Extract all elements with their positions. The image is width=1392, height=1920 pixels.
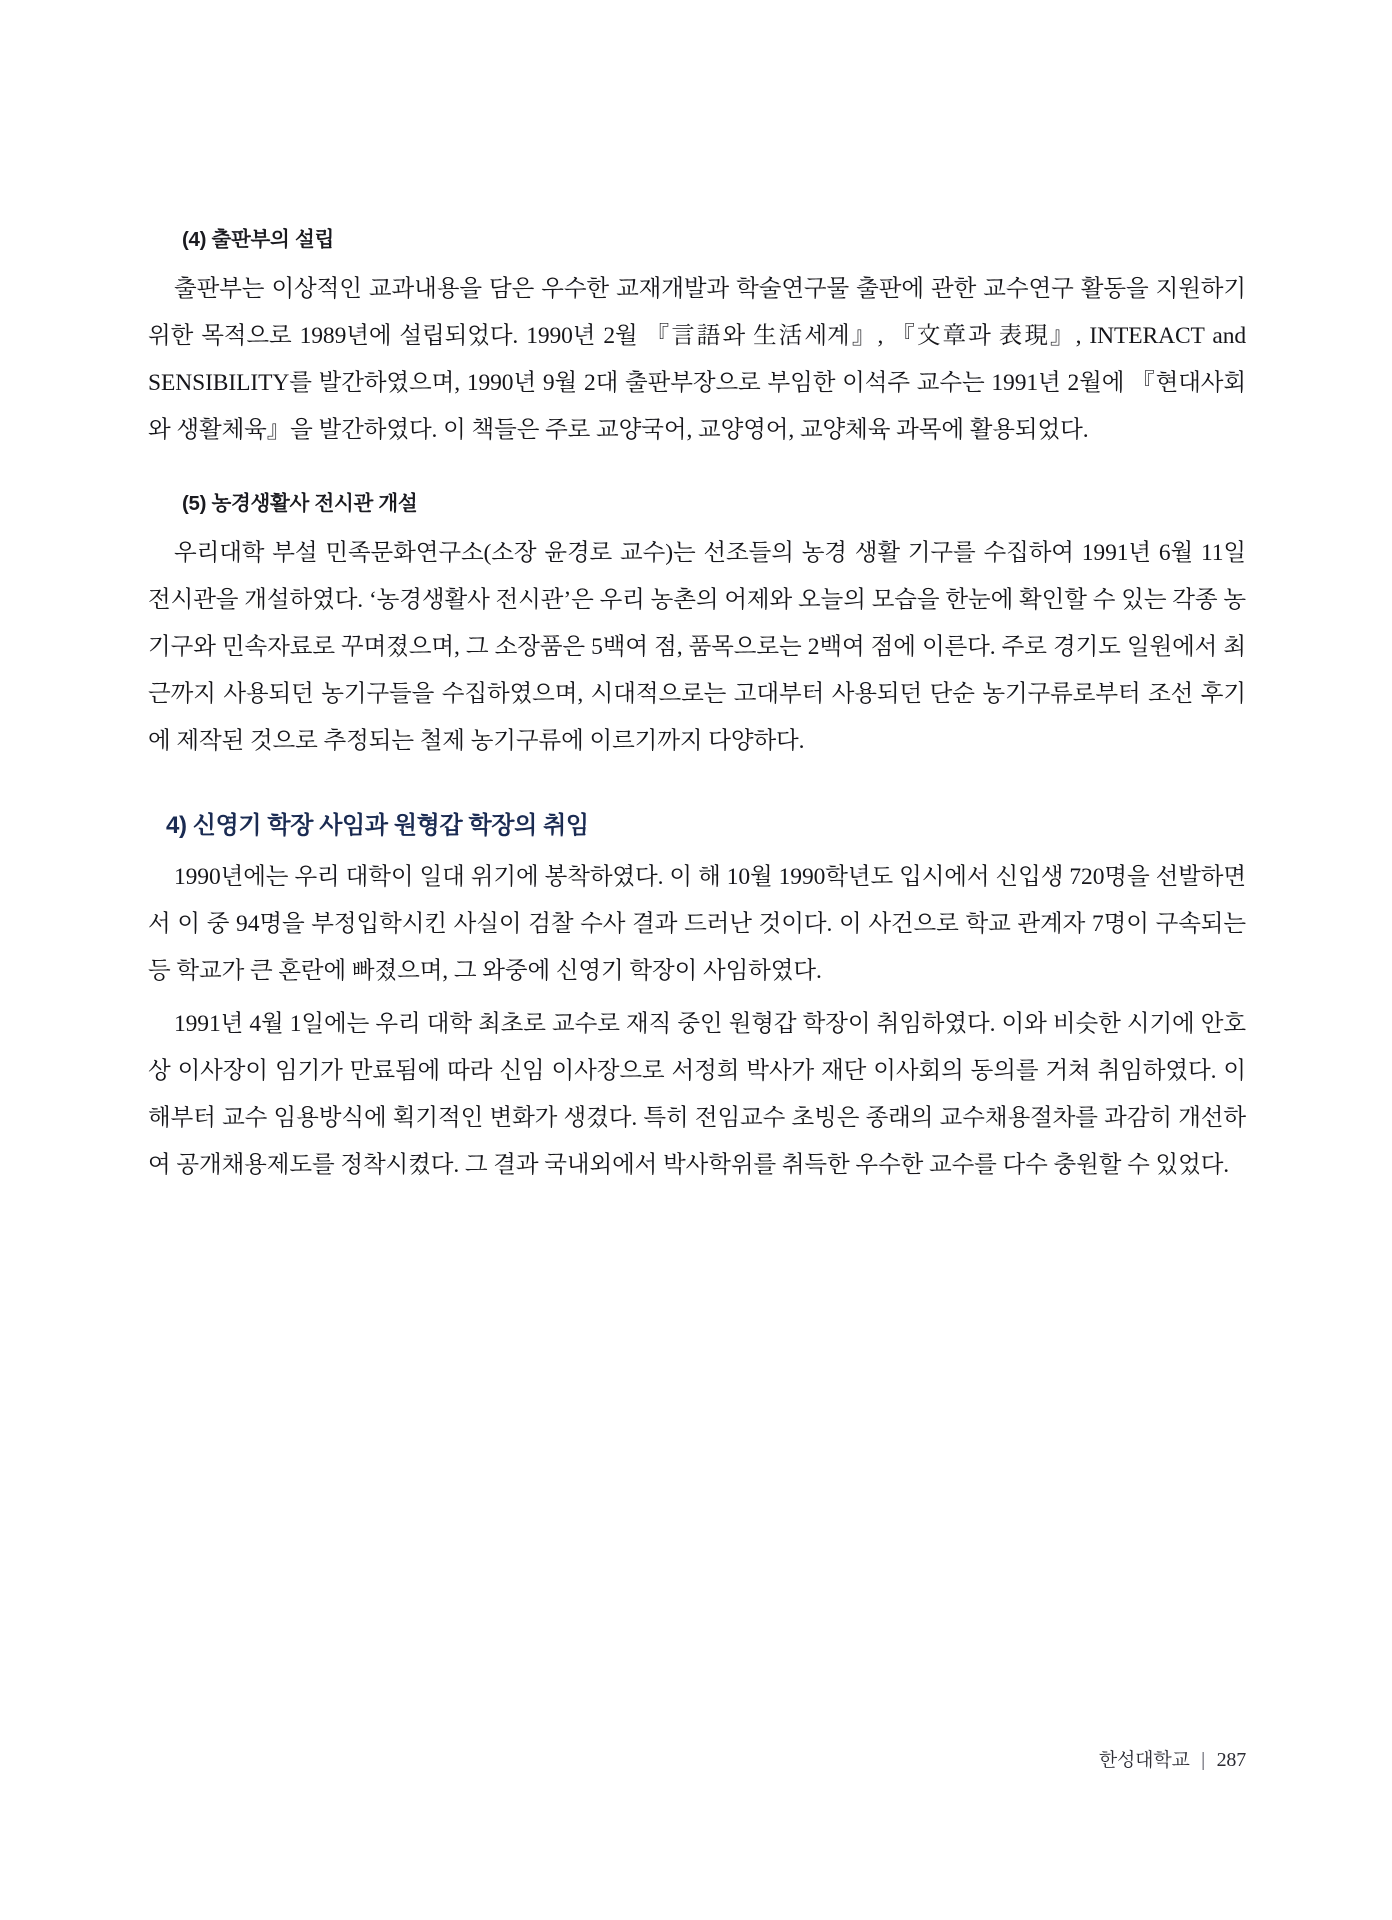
footer-separator: | xyxy=(1200,1750,1206,1771)
spacer xyxy=(148,460,1246,486)
spacer xyxy=(148,771,1246,805)
paragraph-inauguration-1991: 1991년 4월 1일에는 우리 대학 최초로 교수로 재직 중인 원형갑 학장이 취임하였다. 이와 비슷한 시기에 안호상 이사장이 임기가 만료됨에 따라 신임 이사장으로 서정희 박사가 재단 이사회의 동의를 거쳐 취임하였다. 이 해부터 교수 임용방식에 획기적인 변화가 생겼다. 특히 전임교수 초빙은 종래의 교수채용절차를 과감히 개선하여 공개채용제도를 정착시켰다. 그 결과 국내외에서 박사학위를 취득한 우수한 교수를 다수 충원할 수 있었다. xyxy=(148,1011,1246,1178)
footer-page-number: 287 xyxy=(1216,1749,1246,1771)
page-content xyxy=(148,222,1246,1195)
paragraph-publishing: 출판부는 이상적인 교과내용을 담은 우수한 교재개발과 학술연구물 출판에 관한 교수연구 활동을 지원하기 위한 목적으로 1989년에 설립되었다. 1990년 2월 『言語와 生活세계』, 『文章과 表現』, INTERACT and SENSIBILITY를 발간하였으며, 1990년 9월 2대 출판부장으로 부임한 이석주 교수는 1991년 2월에 『현대사회와 생활체육』을 발간하였다. 이 책들은 주로 교양국어, 교양영어, 교양체육 과목에 활용되었다. xyxy=(148,276,1246,443)
paragraph-crisis-1990: 1990년에는 우리 대학이 일대 위기에 봉착하였다. 이 해 10월 1990학년도 입시에서 신입생 720명을 선발하면서 이 중 94명을 부정입학시킨 사실이 검찰 수사 결과 드러난 것이다. 이 사건으로 학교 관계자 7명이 구속되는 등 학교가 큰 혼란에 빠졌으며, 그 와중에 신영기 학장이 사임하였다. xyxy=(148,864,1246,984)
footer-institution: 한성대학교 xyxy=(1098,1750,1190,1771)
subsection-heading-publishing: (4) 출판부의 설립 xyxy=(182,228,334,251)
subsection-heading-exhibition: (5) 농경생활사 전시관 개설 xyxy=(182,492,418,515)
paragraph-exhibition: 우리대학 부설 민족문화연구소(소장 윤경로 교수)는 선조들의 농경 생활 기구를 수집하여 1991년 6월 11일 전시관을 개설하였다. ‘농경생활사 전시관’은 우리 농촌의 어제와 오늘의 모습을 한눈에 확인할 수 있는 각종 농기구와 민속자료로 꾸며졌으며, 그 소장품은 5백여 점, 품목으로는 2백여 점에 이른다. 주로 경기도 일원에서 최근까지 사용되던 농기구들을 수집하였으며, 시대적으로는 고대부터 사용되던 단순 농기구류로부터 조선 후기에 제작된 것으로 추정되는 철제 농기구류에 이르기까지 다양하다. xyxy=(148,540,1246,754)
section-heading-deans: 4) 신영기 학장 사임과 원형갑 학장의 취임 xyxy=(166,812,589,839)
page-footer xyxy=(1099,1745,1246,1772)
